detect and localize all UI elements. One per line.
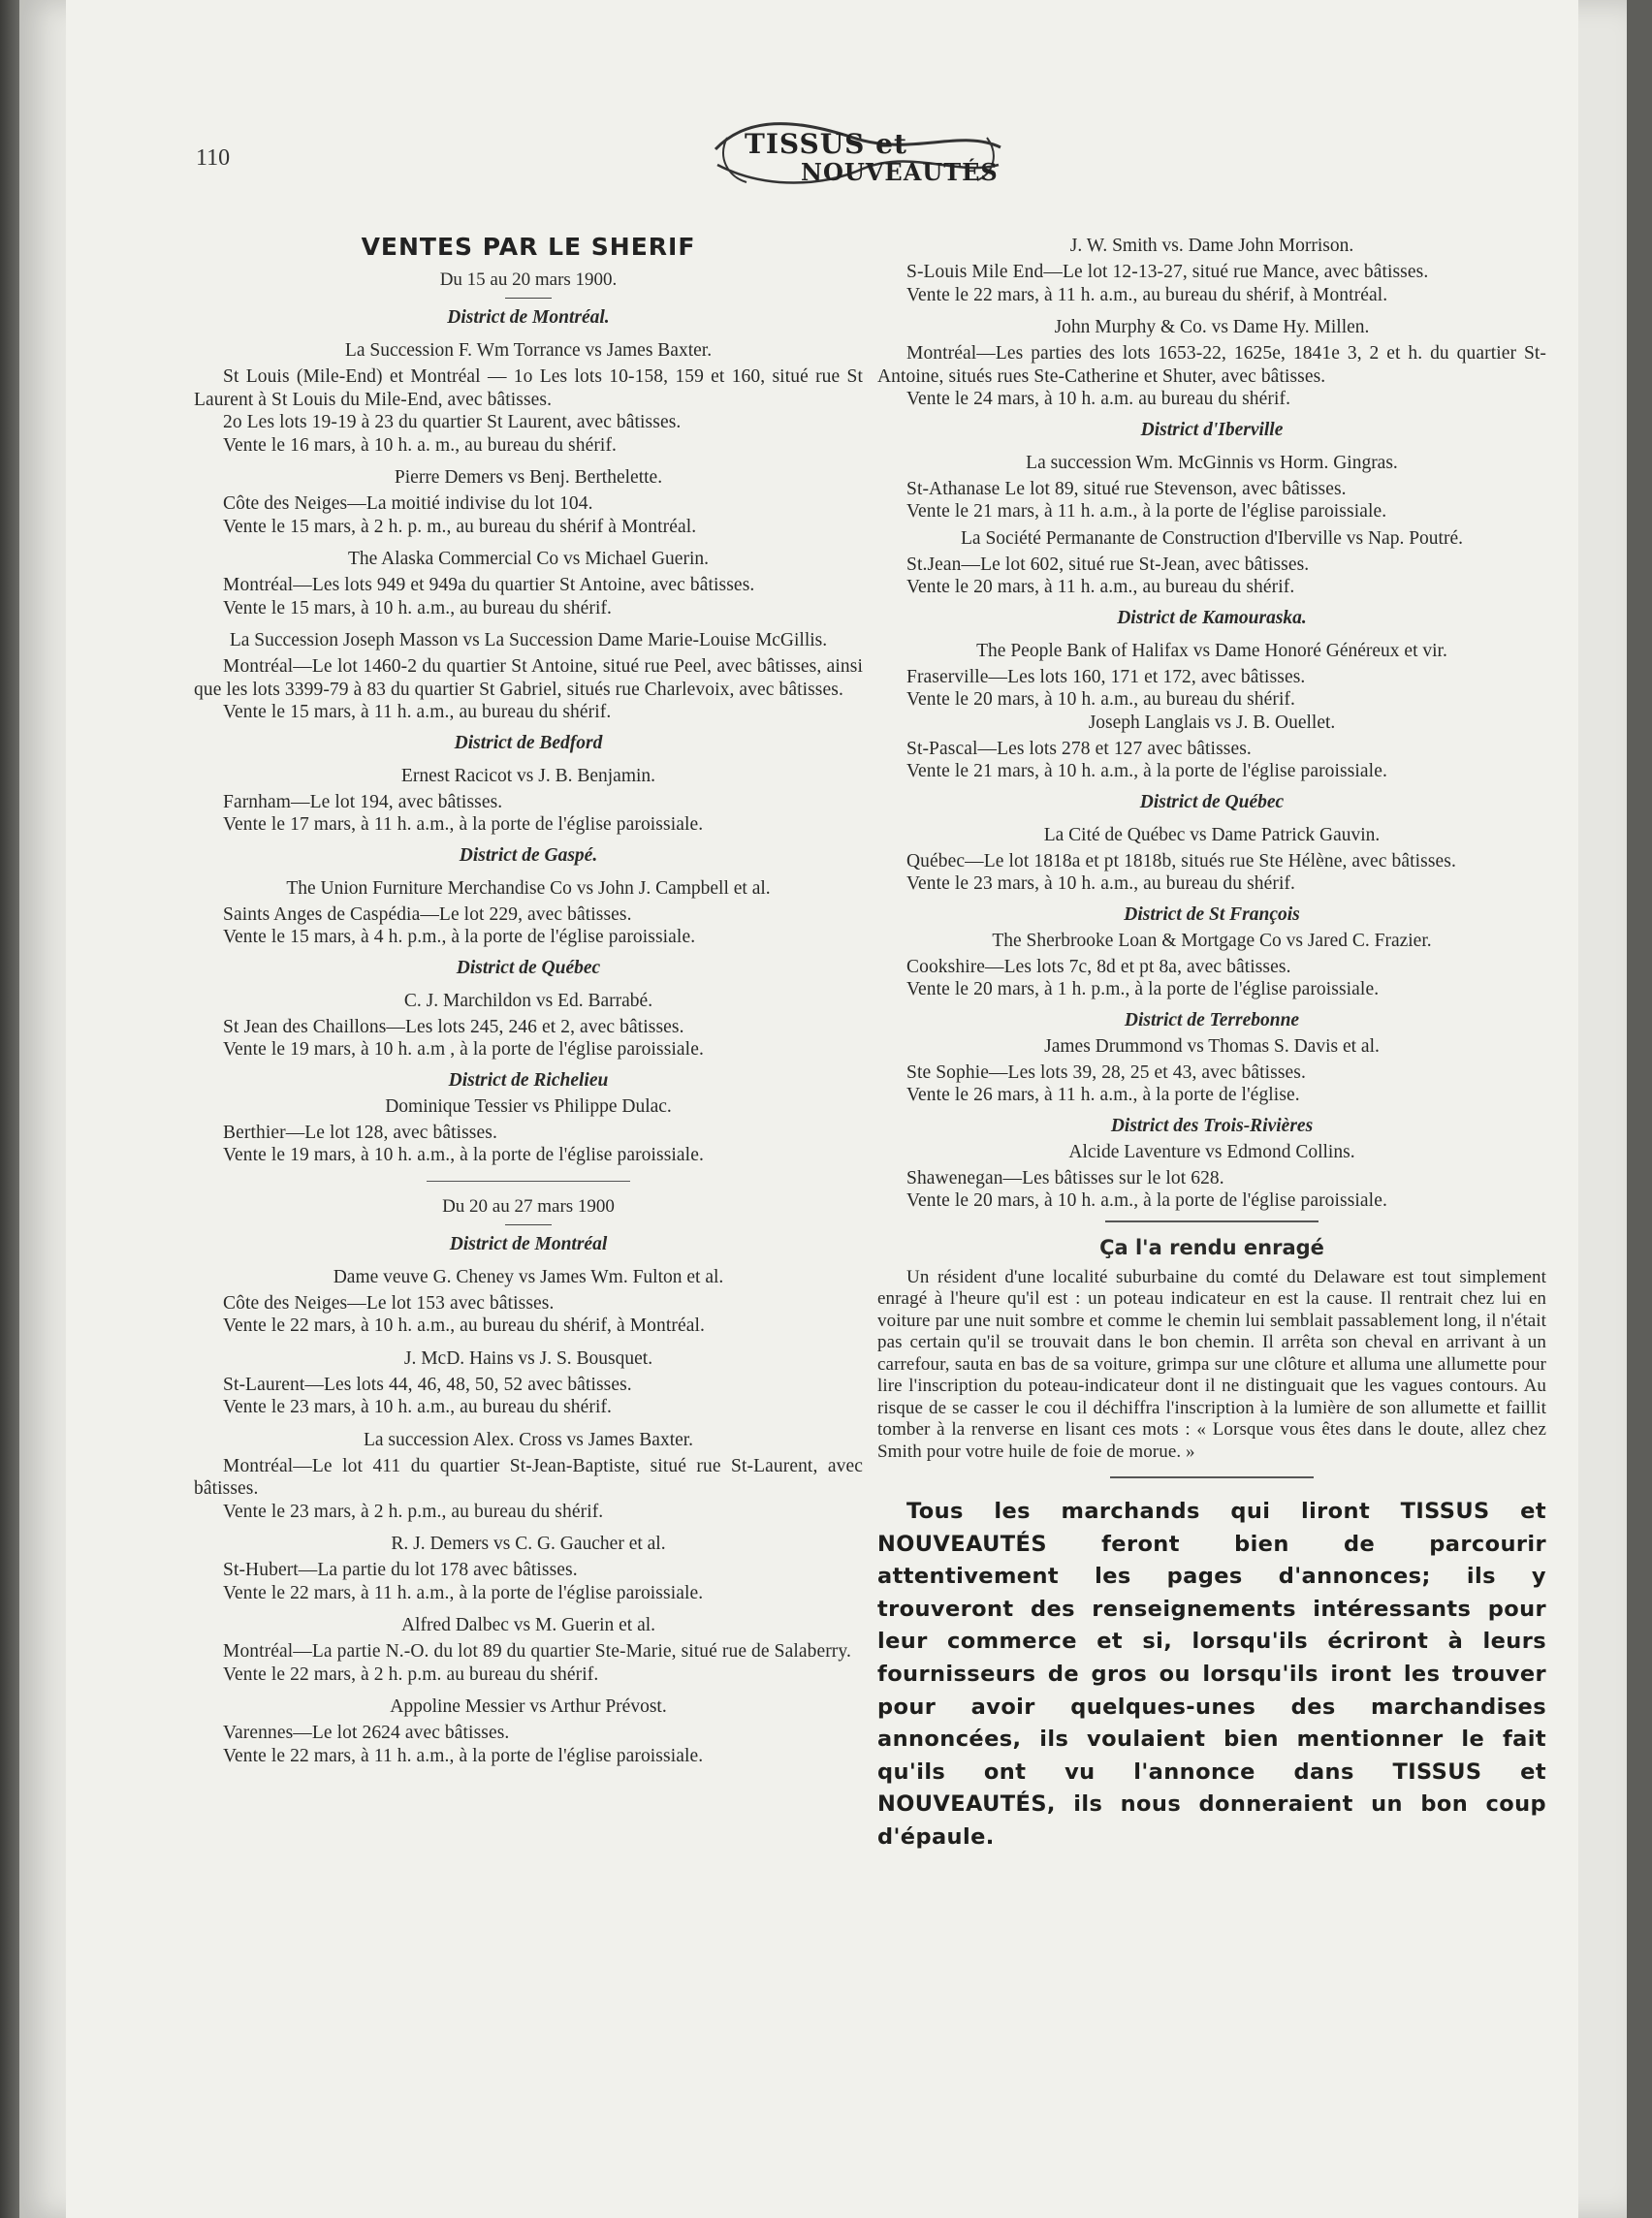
case-title: Alfred Dalbec vs M. Guerin et al. [400, 1615, 656, 1635]
case-text: St Louis (Mile-End) et Montréal — 1o Les lots 10-158, 159 et 160, situé rue St Laurent à St Louis du Mile-End, avec bâtisses. [194, 366, 863, 410]
case-text: Québec—Le lot 1818a et pt 1818b, situés rue Ste Hélène, avec bâtisses. [906, 850, 1456, 871]
district-heading: District de Bedford [454, 732, 603, 753]
case-text: Montréal—Le lot 411 du quartier St-Jean-Baptiste, situé rue St-Laurent, avec bâtisses. [194, 1455, 863, 1499]
district-heading: District de Terrebonne [1124, 1009, 1300, 1030]
case-sale: Vente le 20 mars, à 10 h. a.m., à la porte de l'église paroissiale. [906, 1190, 1387, 1211]
section-rule [1105, 1220, 1318, 1222]
article-body: Un résident d'une localité suburbaine du comté du Delaware est tout simplement enragé à l'heure qu'il est : un poteau indicateur en est la cause. Il rentrait chez lui en voiture par une nuit sombre et comme le chemin lui semblait passablement long, il n'était pas certain qu'il se trouvait dans le bon chemin. Il arrêta son cheval en arrivant à un carrefour, sauta en bas de sa voiture, grimpa sur une clôture et alluma une allumette pour lire l'inscription du poteau-indicateur dont il ne distinguait que les vagues contours. Au risque de se casser le cou il déchiffra l'inscription à la lumière de son allumette et faillit tomber à la renverse en lisant ces mots : « Lorsque vous êtes dans le doute, allez chez Smith pour votre huile de foie de morue. » [877, 1266, 1546, 1462]
case-text: St-Laurent—Les lots 44, 46, 48, 50, 52 avec bâtisses. [223, 1374, 632, 1395]
case-sale: Vente le 20 mars, à 10 h. a.m., au bureau du shérif. [906, 689, 1296, 710]
case-text: St.Jean—Le lot 602, situé rue St-Jean, avec bâtisses. [906, 554, 1310, 575]
district-heading: District de St François [1124, 903, 1300, 925]
case-title: The Alaska Commercial Co vs Michael Guerin. [347, 549, 710, 569]
case-title: La succession Alex. Cross vs James Baxter. [363, 1429, 694, 1450]
case-sale: Vente le 22 mars, à 11 h. a.m., à la porte de l'église paroissiale. [223, 1582, 704, 1603]
case-text: Farnham—Le lot 194, avec bâtisses. [223, 791, 503, 812]
case-sale: Vente le 20 mars, à 11 h. a.m., au bureau du shérif. [906, 577, 1295, 597]
case-sale: Vente le 15 mars, à 2 h. p. m., au bureau du shérif à Montréal. [223, 516, 697, 537]
district-heading: District d'Iberville [1140, 419, 1284, 440]
case-sale: Vente le 22 mars, à 11 h. a.m., au bureau du shérif, à Montréal. [906, 284, 1388, 305]
case-title: Appoline Messier vs Arthur Prévost. [390, 1696, 667, 1717]
case-text: Cookshire—Les lots 7c, 8d et pt 8a, avec bâtisses. [906, 956, 1291, 977]
case-text: St-Hubert—La partie du lot 178 avec bâtisses. [223, 1560, 578, 1580]
case-title: Alcide Laventure vs Edmond Collins. [1068, 1141, 1355, 1162]
section-rule [427, 1181, 630, 1182]
case-text: Montréal—La partie N.-O. du lot 89 du quartier Ste-Marie, situé rue de Salaberry. [223, 1641, 851, 1662]
case-text: St Jean des Chaillons—Les lots 245, 246 et 2, avec bâtisses. [223, 1016, 684, 1037]
case-sale: Vente le 19 mars, à 10 h. a.m , à la porte de l'église paroissiale. [223, 1039, 704, 1060]
section-title: VENTES PAR LE SHERIF [361, 233, 696, 261]
case-sale: Vente le 19 mars, à 10 h. a.m., à la porte de l'église paroissiale. [223, 1145, 704, 1165]
district-heading: District de Montréal. [447, 307, 610, 328]
case-title: C. J. Marchildon vs Ed. Barrabé. [403, 990, 653, 1011]
right-column [877, 235, 1546, 1854]
district-heading: District de Richelieu [448, 1069, 609, 1091]
case-sale: Vente le 15 mars, à 11 h. a.m., au bureau du shérif. [223, 702, 612, 722]
case-title: Pierre Demers vs Benj. Berthelette. [394, 467, 663, 488]
short-rule [505, 298, 552, 299]
case-text: Saints Anges de Caspédia—Le lot 229, avec bâtisses. [223, 903, 632, 925]
case-text: Ste Sophie—Les lots 39, 28, 25 et 43, avec bâtisses. [906, 1061, 1306, 1083]
section-rule [1110, 1476, 1314, 1478]
masthead-line1: TISSUS et [745, 128, 907, 160]
case-title: Dominique Tessier vs Philippe Dulac. [385, 1095, 672, 1117]
case-title: J. W. Smith vs. Dame John Morrison. [1069, 236, 1354, 256]
case-sale: Vente le 22 mars, à 2 h. p.m. au bureau du shérif. [223, 1664, 599, 1685]
case-title: Ernest Racicot vs J. B. Benjamin. [400, 765, 656, 786]
short-rule [505, 1224, 552, 1225]
case-sale: Vente le 21 mars, à 11 h. a.m., à la porte de l'église paroissiale. [906, 501, 1387, 522]
case-text: S-Louis Mile End—Le lot 12-13-27, situé rue Mance, avec bâtisses. [906, 262, 1429, 282]
case-title: La Succession Joseph Masson vs La Succession Dame Marie-Louise McGillis. [229, 630, 828, 650]
case-title: James Drummond vs Thomas S. Davis et al. [1044, 1035, 1380, 1057]
district-heading: District de Kamouraska. [1117, 607, 1307, 628]
case-sale: Vente le 22 mars, à 10 h. a.m., au bureau du shérif, à Montréal. [223, 1315, 705, 1336]
masthead-line2: NOUVEAUTÉS [801, 158, 999, 186]
district-heading: District de Gaspé. [459, 844, 598, 866]
case-title: John Murphy & Co. vs Dame Hy. Millen. [1054, 317, 1370, 337]
case-text: St-Athanase Le lot 89, situé rue Stevenson, avec bâtisses. [906, 478, 1347, 499]
case-title: La Cité de Québec vs Dame Patrick Gauvin. [1043, 824, 1381, 845]
district-heading: District de Montréal [449, 1233, 608, 1254]
case-text: Côte des Neiges—La moitié indivise du lot 104. [223, 493, 593, 514]
case-sale: Vente le 23 mars, à 10 h. a.m., au bureau du shérif. [906, 873, 1296, 894]
case-text: Montréal—Les lots 949 et 949a du quartier St Antoine, avec bâtisses. [223, 575, 755, 595]
case-text: Shawenegan—Les bâtisses sur le lot 628. [906, 1167, 1224, 1188]
case-title: La succession Wm. McGinnis vs Horm. Gingras. [1026, 452, 1398, 473]
case-title: Dame veuve G. Cheney vs James Wm. Fulton et al. [333, 1266, 724, 1287]
case-text: Montréal—Le lot 1460-2 du quartier St Antoine, situé rue Peel, avec bâtisses, ainsi que les lots 3399-79 à 83 du quartier St Gabriel, situés rue Charlevoix, avec bâtisses. [194, 656, 863, 700]
article-title: Ça l'a rendu enragé [1099, 1235, 1324, 1259]
period-heading: Du 20 au 27 mars 1900 [442, 1195, 615, 1217]
case-sale: Vente le 26 mars, à 11 h. a.m., à la porte de l'église. [906, 1085, 1300, 1105]
district-heading: District de Québec [1139, 791, 1285, 812]
case-sale: Vente le 17 mars, à 11 h. a.m., à la porte de l'église paroissiale. [223, 814, 704, 835]
case-text: Varennes—Le lot 2624 avec bâtisses. [223, 1723, 510, 1743]
case-sale: Vente le 15 mars, à 10 h. a.m., au bureau du shérif. [223, 597, 613, 618]
case-title: The Sherbrooke Loan & Mortgage Co vs Jared C. Frazier. [992, 930, 1432, 951]
case-text: Montréal—Les parties des lots 1653-22, 1625e, 1841e 3, 2 et h. du quartier St-Antoine, situés rues Ste-Catherine et Shuter, avec bâtisses. [877, 343, 1546, 387]
case-sale: Vente le 23 mars, à 2 h. p.m., au bureau du shérif. [223, 1501, 604, 1522]
case-sale: Vente le 20 mars, à 1 h. p.m., à la porte de l'église paroissiale. [906, 979, 1380, 999]
masthead-logo [708, 109, 1008, 196]
case-sale: Vente le 21 mars, à 10 h. a.m., à la porte de l'église paroissiale. [906, 761, 1387, 781]
case-text: Fraserville—Les lots 160, 171 et 172, avec bâtisses. [906, 666, 1306, 687]
left-column [194, 233, 863, 1767]
case-text: 2o Les lots 19-19 à 23 du quartier St Laurent, avec bâtisses. [223, 412, 682, 432]
case-title: La Société Permanante de Construction d'Iberville vs Nap. Poutré. [961, 527, 1463, 549]
advertising-notice: Tous les marchands qui liront TISSUS et NOUVEAUTÉS feront bien de parcourir attentivement les pages d'annonces; ils y trouveront des renseignements intéressants pour leur commerce et si, lorsqu'ils écriront à leurs fournisseurs de gros ou lorsqu'ils iront les trouver pour avoir quelques-unes des marchandises annoncées, ils voulaient bien mentionner le fait qu'ils ont vu l'annonce dans TISSUS et NOUVEAUTÉS, ils nous donneraient un bon coup d'épaule. [877, 1499, 1546, 1850]
case-text: St-Pascal—Les lots 278 et 127 avec bâtisses. [906, 738, 1252, 759]
case-text: Côte des Neiges—Le lot 153 avec bâtisses. [223, 1292, 555, 1314]
case-sale: Vente le 16 mars, à 10 h. a. m., au bureau du shérif. [223, 434, 618, 456]
case-sale: Vente le 23 mars, à 10 h. a.m., au bureau du shérif. [223, 1397, 613, 1417]
book-binding-edge [0, 0, 19, 2218]
case-sale: Vente le 22 mars, à 11 h. a.m., à la porte de l'église paroissiale. [223, 1745, 704, 1766]
case-sale: Vente le 15 mars, à 4 h. p.m., à la porte de l'église paroissiale. [223, 927, 696, 947]
case-sale: Vente le 24 mars, à 10 h. a.m. au bureau du shérif. [906, 389, 1291, 409]
period-heading: Du 15 au 20 mars 1900. [439, 269, 618, 290]
case-title: La Succession F. Wm Torrance vs James Baxter. [344, 340, 713, 361]
case-title: R. J. Demers vs C. G. Gaucher et al. [391, 1534, 666, 1554]
case-title: Joseph Langlais vs J. B. Ouellet. [1088, 712, 1336, 733]
district-heading: District de Québec [456, 957, 601, 978]
page-number: 110 [196, 145, 231, 171]
case-title: The People Bank of Halifax vs Dame Honoré Généreux et vir. [976, 640, 1447, 661]
district-heading: District des Trois-Rivières [1110, 1115, 1314, 1136]
case-title: J. McD. Hains vs J. S. Bousquet. [403, 1347, 653, 1369]
case-text: Berthier—Le lot 128, avec bâtisses. [223, 1122, 497, 1143]
case-title: The Union Furniture Merchandise Co vs John J. Campbell et al. [286, 877, 771, 899]
